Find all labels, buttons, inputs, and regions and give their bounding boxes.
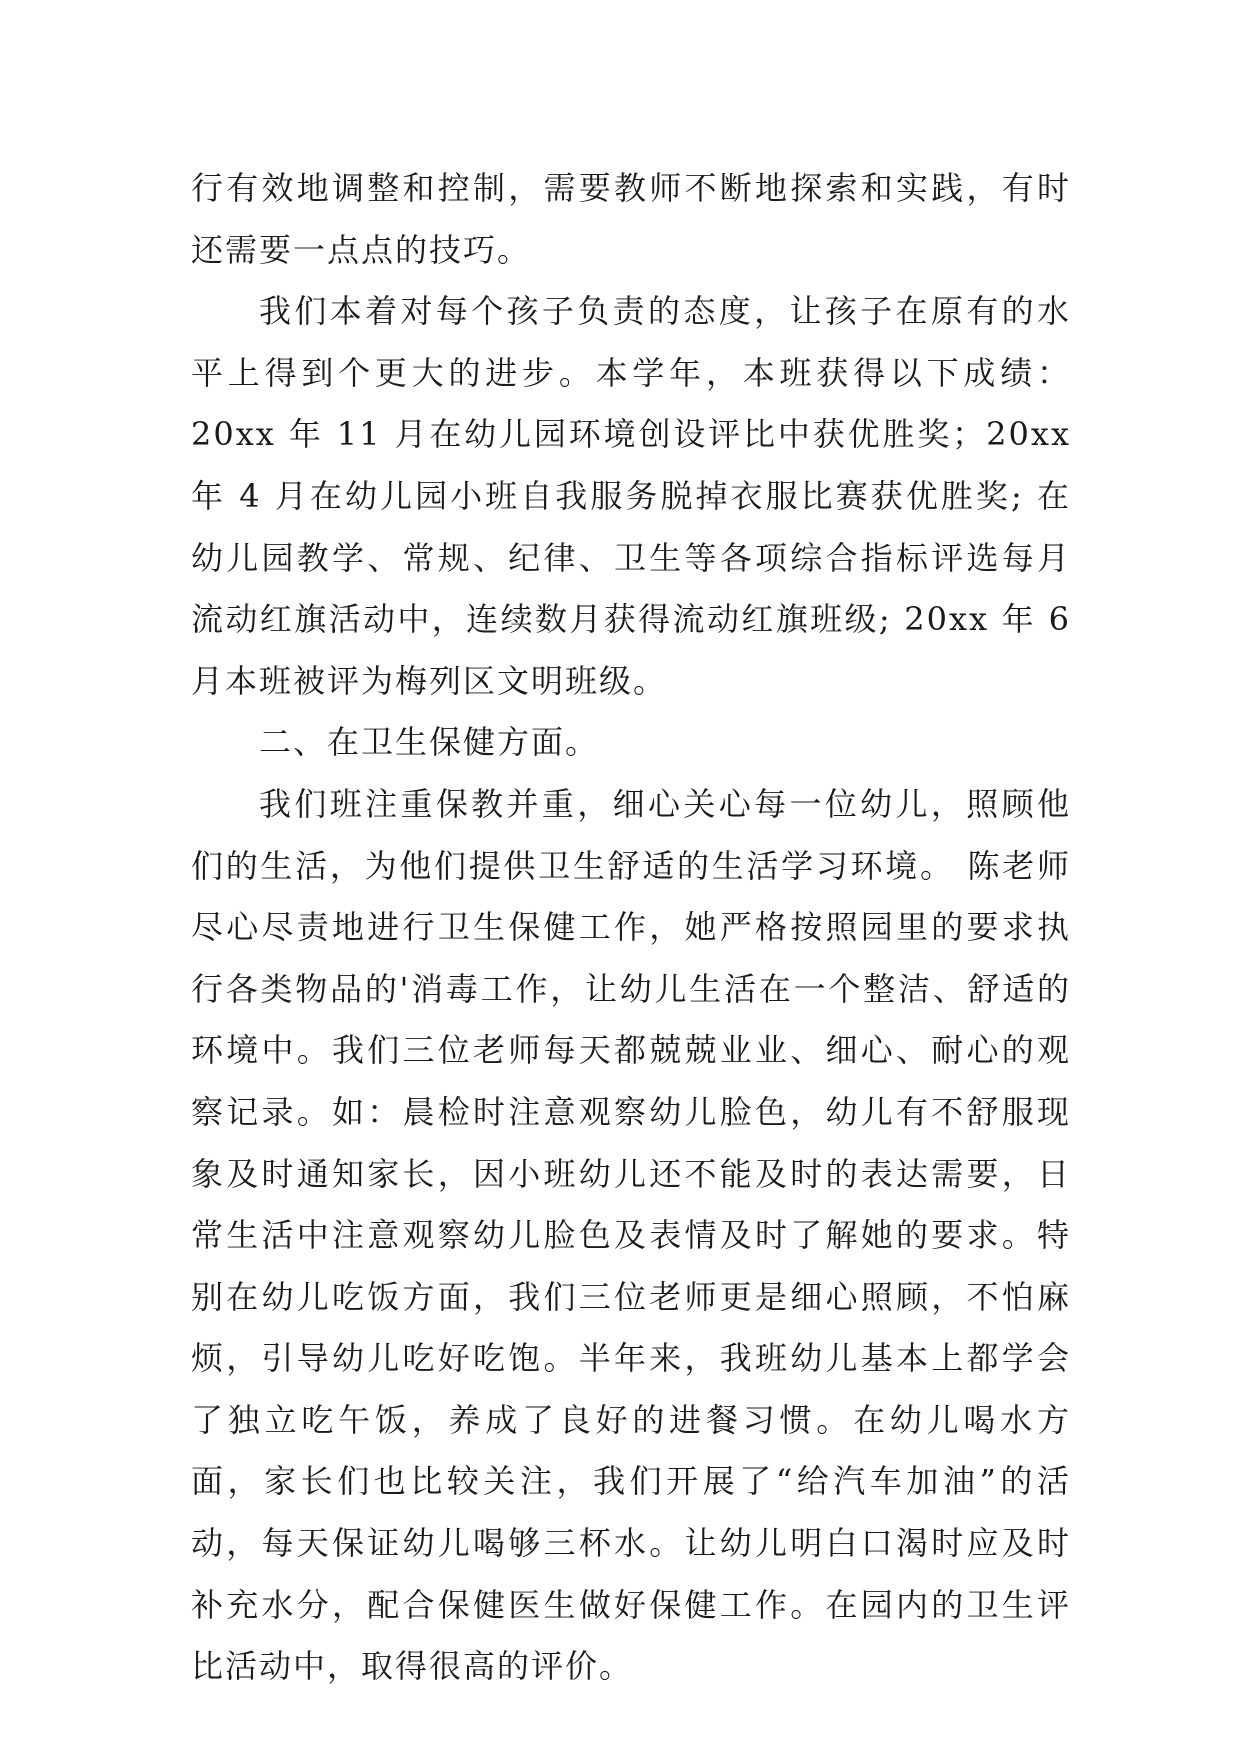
paragraph-achievements: 我们本着对每个孩子负责的态度，让孩子在原有的水平上得到个更大的进步。本学年，本班获得以下成绩：20xx 年 11 月在幼儿园环境创设评比中获优胜奖；20xx 年 4 月在幼儿园小班自我服务脱掉衣服比赛获优胜奖; 在幼儿园教学、常规、纪律、卫生等各项综合指标评选每月流动红旗活动中，连续数月获得流动红旗班级; 20xx 年 6 月本班被评为梅列区文明班级。 bbox=[191, 292, 1071, 700]
paragraph-health-care: 我们班注重保教并重，细心关心每一位幼儿，照顾他们的生活，为他们提供卫生舒适的生活学习环境。 陈老师尽心尽责地进行卫生保健工作，她严格按照园里的要求执行各类物品的'消毒工作，让幼儿生活在一个整洁、舒适的环境中。我们三位老师每天都兢兢业业、细心、耐心的观察记录。如：晨检时注意观察幼儿脸色，幼儿有不舒服现象及时通知家长，因小班幼儿还不能及时的表达需要，日常生活中注意观察幼儿脸色及表情及时了解她的要求。特别在幼儿吃饭方面，我们三位老师更是细心照顾，不怕麻烦，引导幼儿吃好吃饱。半年来，我班幼儿基本上都学会了独立吃午饭，养成了良好的进餐习惯。在幼儿喝水方面，家长们也比较关注，我们开展了“给汽车加油”的活动，每天保证幼儿喝够三杯水。让幼儿明白口渴时应及时补充水分，配合保健医生做好保健工作。在园内的卫生评比活动中，取得很高的评价。 bbox=[191, 784, 1071, 1686]
document-body bbox=[191, 158, 1071, 1698]
paragraph-continuation: 行有效地调整和控制，需要教师不断地探索和实践，有时还需要一点点的技巧。 bbox=[191, 169, 1071, 269]
section-heading-health-care: 二、在卫生保健方面。 bbox=[259, 723, 600, 762]
